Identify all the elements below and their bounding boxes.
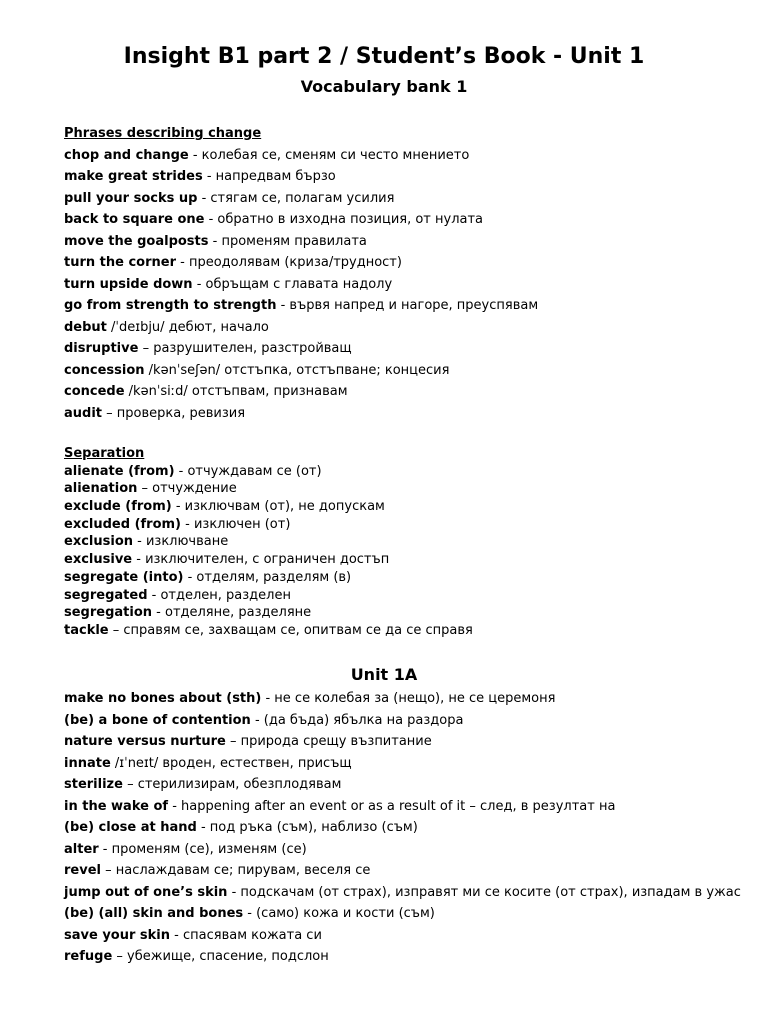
vocab-definition: – природа срещу възпитание	[225, 734, 432, 749]
vocab-term: save your skin	[64, 927, 171, 943]
vocab-term: jump out of one’s skin	[64, 884, 228, 900]
vocab-term: turn the corner	[64, 255, 177, 270]
vocab-definition: - променям (се), изменям (се)	[98, 841, 307, 857]
vocab-definition: – проверка, ревизия	[102, 405, 246, 421]
vocab-entry	[64, 753, 754, 775]
vocab-term: make no bones about (sth)	[64, 691, 262, 706]
vocab-term: move the goalposts	[64, 233, 209, 249]
vocab-entry	[64, 882, 754, 904]
document-subtitle: Vocabulary bank 1	[300, 77, 468, 96]
vocab-term: revel	[64, 863, 101, 878]
vocab-term: chop and change	[64, 147, 189, 163]
vocab-entry	[64, 231, 754, 253]
vocab-entry	[64, 796, 754, 818]
vocab-term: debut	[64, 319, 107, 335]
vocab-term: concession	[64, 362, 145, 378]
vocab-definition: - спасявам кожата си	[170, 927, 322, 943]
vocab-definition: – наслаждавам се; пирувам, веселя се	[100, 863, 371, 878]
vocab-definition: /kənˈseʃən/ отстъпка, отстъпване; концесия	[144, 362, 450, 378]
vocab-term: innate	[64, 755, 111, 771]
vocab-entry	[64, 774, 754, 796]
vocab-term: segregated	[64, 587, 148, 603]
vocab-definition: - напредвам бързо	[202, 169, 336, 184]
vocab-definition: - (да бъда) ябълка на раздора	[250, 712, 464, 728]
vocab-entry	[64, 817, 754, 839]
section-separation	[64, 445, 754, 640]
vocab-entry	[64, 710, 754, 732]
vocab-term: exclusive	[64, 552, 133, 568]
vocab-entry	[64, 252, 754, 274]
vocab-definition: - отделен, разделен	[147, 587, 291, 603]
vocab-definition: - стягам се, полагам усилия	[197, 190, 395, 206]
vocab-entry	[64, 516, 754, 534]
vocab-term: go from strength to strength	[64, 298, 277, 313]
vocab-term: pull your socks up	[64, 190, 198, 206]
vocab-term: in the wake of	[64, 798, 169, 814]
vocab-term: exclude (from)	[64, 499, 172, 515]
vocab-definition: /kənˈsiːd/ отстъпвам, признавам	[124, 384, 348, 399]
vocab-entry	[64, 946, 754, 968]
vocab-term: segregation	[64, 605, 153, 621]
vocab-term: concede	[64, 384, 125, 399]
vocab-definition: - отделяне, разделяне	[152, 605, 312, 621]
vocab-term: turn upside down	[64, 276, 193, 292]
vocab-definition: - отделям, разделям (в)	[183, 569, 352, 585]
vocab-term: segregate (into)	[64, 569, 184, 585]
vocab-entry	[64, 688, 754, 710]
vocab-entry	[64, 533, 754, 551]
section-heading: Phrases describing change	[64, 126, 262, 141]
section-unit-1a	[64, 688, 754, 968]
vocab-definition: - не се колебая за (нещо), не се церемоня	[261, 691, 556, 706]
vocab-term: alienate (from)	[64, 463, 175, 479]
vocab-definition: - подскачам (от страх), изправят ми се косите (от страх), изпадам в ужас	[227, 884, 741, 900]
vocab-entry	[64, 839, 754, 861]
vocab-entry	[64, 381, 754, 403]
vocab-definition: - изключване	[133, 534, 229, 550]
vocab-term: sterilize	[64, 777, 123, 792]
vocab-definition: – справям се, захващам се, опитвам се да се справя	[108, 622, 473, 638]
vocab-definition: - happening after an event or as a result of it – след, в резултат на	[168, 798, 616, 814]
unit-heading: Unit 1A	[350, 665, 418, 684]
vocab-term: (be) close at hand	[64, 820, 197, 835]
vocab-term: make great strides	[64, 169, 203, 184]
vocab-definition: - обръщам с главата надолу	[192, 276, 393, 292]
vocab-entry	[64, 498, 754, 516]
vocab-entry	[64, 587, 754, 605]
vocab-definition: - променям правилата	[208, 233, 367, 249]
vocab-entry	[64, 463, 754, 481]
vocab-definition: – отчуждение	[137, 481, 237, 497]
vocab-entry	[64, 604, 754, 622]
vocab-definition: - изключен (от)	[181, 516, 291, 532]
vocab-entry	[64, 360, 754, 382]
vocab-entry	[64, 317, 754, 339]
vocab-entry	[64, 622, 754, 640]
vocab-term: (be) (all) skin and bones	[64, 906, 244, 921]
vocab-term: excluded (from)	[64, 516, 181, 532]
vocab-definition: - под ръка (съм), наблизо (съм)	[196, 820, 418, 835]
document-title: Insight B1 part 2 / Student’s Book - Unit 1	[123, 44, 645, 69]
vocab-term: disruptive	[64, 341, 139, 356]
vocab-entry	[64, 569, 754, 587]
vocab-term: back to square one	[64, 212, 205, 227]
vocab-entry	[64, 295, 754, 317]
vocab-entry	[64, 145, 754, 167]
vocab-entry	[64, 903, 754, 925]
vocab-entry	[64, 925, 754, 947]
vocab-definition: – убежище, спасение, подслон	[112, 949, 329, 964]
vocab-term: refuge	[64, 949, 113, 964]
vocab-term: audit	[64, 405, 103, 421]
vocab-entry	[64, 274, 754, 296]
section-heading: Separation	[64, 446, 145, 461]
vocab-definition: – разрушителен, разстройващ	[138, 341, 352, 356]
vocab-term: nature versus nurture	[64, 734, 226, 749]
vocab-definition: - вървя напред и нагоре, преуспявам	[276, 298, 539, 313]
vocab-entry	[64, 209, 754, 231]
vocab-definition: - изключителен, с ограничен достъп	[132, 552, 390, 568]
vocab-definition: – стерилизирам, обезплодявам	[122, 777, 342, 792]
vocab-entry	[64, 551, 754, 569]
vocab-definition: /ɪˈneɪt/ вроден, естествен, присъщ	[110, 755, 352, 771]
vocab-definition: - изключвам (от), не допускам	[171, 499, 385, 515]
vocab-term: exclusion	[64, 534, 133, 550]
section-phrases-describing-change	[64, 123, 754, 424]
vocab-term: (be) a bone of contention	[64, 712, 251, 728]
vocab-definition: - отчуждавам се (от)	[174, 463, 322, 479]
vocab-entry	[64, 480, 754, 498]
vocab-definition: - колебая се, сменям си често мнението	[188, 147, 470, 163]
vocab-entry	[64, 166, 754, 188]
vocab-entry	[64, 731, 754, 753]
vocab-term: alienation	[64, 481, 138, 497]
vocab-term: tackle	[64, 622, 109, 638]
vocab-definition: - обратно в изходна позиция, от нулата	[204, 212, 484, 227]
vocab-definition: - преодолявам (криза/труднoст)	[176, 255, 402, 270]
vocab-term: alter	[64, 841, 99, 857]
vocab-definition: - (само) кожа и кости (съм)	[243, 906, 435, 921]
vocab-entry	[64, 403, 754, 425]
vocab-entry	[64, 860, 754, 882]
vocab-definition: /ˈdeɪbju/ дебют, начало	[106, 319, 269, 335]
vocab-entry	[64, 188, 754, 210]
vocab-entry	[64, 338, 754, 360]
